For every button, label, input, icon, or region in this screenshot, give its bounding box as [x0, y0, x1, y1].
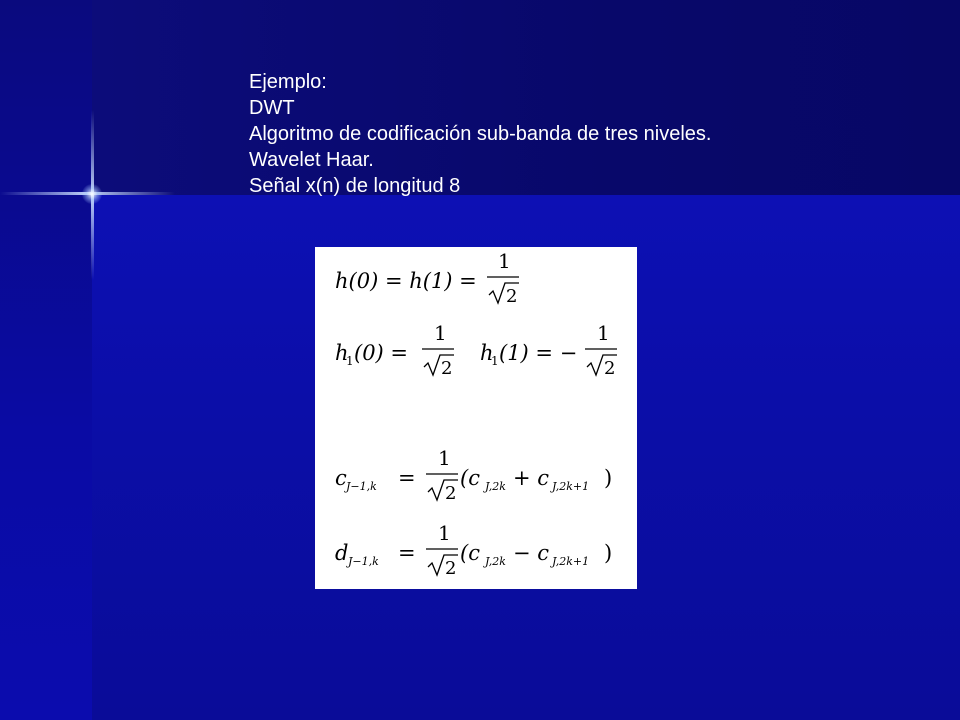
eq2b-argument: (1) = − [499, 341, 578, 365]
slide-line-algorithm: Algoritmo de codificación sub-banda de tres niveles. [249, 123, 712, 145]
eq3-term1-subscript: J,2k [485, 480, 506, 493]
eq3-term1: (c [460, 466, 480, 490]
eq2b-subscript: 1 [491, 354, 499, 368]
eq1-denominator: 2 [506, 286, 518, 307]
eq4-term1-subscript: J,2k [485, 555, 506, 568]
slide-line-dwt: DWT [249, 97, 295, 119]
eq4-close-paren: ) [604, 541, 613, 565]
eq4-operator-term2: − c [513, 541, 550, 565]
slide-line-wavelet: Wavelet Haar. [249, 149, 374, 171]
eq3-lhs-subscript: J−1,k [346, 480, 377, 493]
slide-line-signal: Señal x(n) de longitud 8 [249, 175, 461, 197]
eq1-numerator: 1 [498, 249, 511, 273]
equation-approximation-coefficients [335, 446, 612, 504]
eq4-term2-subscript: J,2k+1 [552, 555, 590, 568]
eq3-numerator: 1 [438, 446, 451, 470]
equation-detail-coefficients [335, 521, 612, 579]
equation-haar-lowpass [335, 249, 519, 307]
eq4-lhs-subscript: J−1,k [348, 555, 379, 568]
slide-line-example: Ejemplo: [249, 71, 327, 93]
eq4-equals: = [398, 541, 416, 565]
eq4-term1: (c [460, 541, 480, 565]
lens-flare-core [82, 184, 102, 204]
eq3-denominator: 2 [445, 483, 457, 504]
eq2b-lhs: h [480, 341, 494, 365]
formula-image [315, 247, 637, 589]
eq3-operator-term2: + c [513, 466, 550, 490]
eq3-lhs: c [335, 466, 347, 490]
eq3-term2-subscript: J,2k+1 [552, 480, 590, 493]
eq1-lhs: h(0) = h(1) = [335, 269, 477, 293]
eq3-close-paren: ) [604, 466, 613, 490]
eq2b-denominator: 2 [604, 358, 616, 379]
eq4-numerator: 1 [438, 521, 451, 545]
eq4-lhs: d [335, 541, 349, 565]
equation-haar-highpass-1 [480, 321, 617, 379]
eq2a-subscript: 1 [346, 354, 354, 368]
eq2a-lhs: h [335, 341, 349, 365]
eq4-denominator: 2 [445, 558, 457, 579]
equation-haar-highpass-0 [335, 321, 454, 379]
slide-text-block [249, 69, 711, 199]
eq2b-numerator: 1 [597, 321, 610, 345]
eq2a-argument: (0) = [354, 341, 409, 365]
background-left-panel [0, 0, 92, 720]
eq2a-denominator: 2 [441, 358, 453, 379]
eq3-equals: = [398, 466, 416, 490]
eq2a-numerator: 1 [434, 321, 447, 345]
